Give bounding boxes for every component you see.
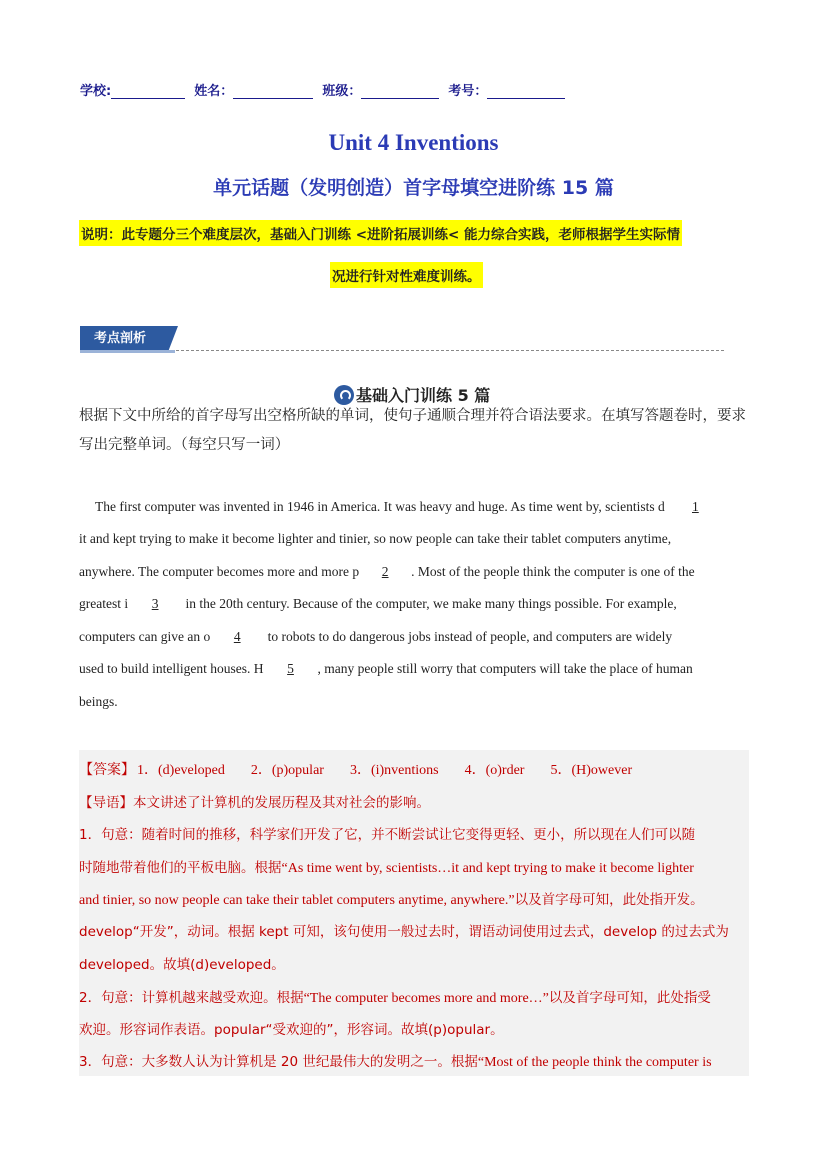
passage-text: anywhere. The computer becomes more and more p [79, 564, 360, 579]
answer-item: 3．(i)nventions [349, 763, 439, 778]
passage-line [79, 596, 751, 612]
explanation-line: 3．句意：大多数人认为计算机是 20 世纪最伟大的发明之一。根据“Most of the people think the computer is [79, 1054, 712, 1070]
answer-item: 1．(d)eveloped [137, 763, 225, 778]
blank-5[interactable]: 5 [287, 661, 294, 676]
passage-line: beings. [79, 694, 118, 709]
answer-list [79, 759, 749, 779]
passage-text: greatest i [79, 596, 129, 611]
name-label: 姓名： [194, 84, 234, 99]
school-label: 学校: [80, 84, 112, 99]
section-tag: 考点剖析 [80, 326, 168, 352]
passage-text: computers can give an o [79, 629, 211, 644]
blank-4[interactable]: 4 [233, 629, 241, 644]
name-blank[interactable] [233, 85, 313, 99]
passage-text: in the 20th century. Because of the computer, we make many things possible. For example, [182, 596, 677, 611]
explanation-line: 时随地带着他们的平板电脑。根据“As time went by, scientists…it and kept trying to make it become lighter [79, 860, 694, 876]
note-line-1: 说明：此专题分三个难度层次，基础入门训练 <进阶拓展训练< 能力综合实践，老师根据学生实际情 [79, 220, 682, 246]
passage-line [79, 661, 751, 677]
class-blank[interactable] [361, 85, 439, 99]
dashed-divider [176, 350, 724, 351]
section-tag-tail [168, 326, 178, 352]
passage-text: used to build intelligent houses. H [79, 661, 264, 676]
school-blank[interactable] [111, 85, 185, 99]
subtitle: 单元话题（发明创造）首字母填空进阶练 15 篇 [213, 177, 614, 199]
answer-item: 2．(p)opular [250, 763, 324, 778]
exam-no-blank[interactable] [487, 85, 565, 99]
answer-item: 5．(H)owever [550, 763, 633, 778]
answer-item: 4．(o)rder [464, 763, 525, 778]
passage-line [79, 499, 767, 515]
explanation-line: developed。故填(d)eveloped。 [79, 957, 285, 973]
passage-text: , many people still worry that computers will take the place of human [317, 661, 693, 676]
section-title-text: 基础入门训练 5 篇 [356, 386, 491, 405]
explanation-line: 欢迎。形容词作表语。popular“受欢迎的”，形容词。故填(p)opular。 [79, 1022, 504, 1038]
section-tag-shadow [80, 350, 175, 353]
passage-line [79, 564, 751, 580]
explanation-line: 2．句意：计算机越来越受欢迎。根据“The computer becomes more and more…”以及首字母可知，此处指受 [79, 990, 711, 1006]
blank-1[interactable]: 1 [692, 499, 699, 514]
exam-no-label: 考号： [448, 84, 488, 99]
answer-label: 【答案】 [79, 762, 135, 778]
passage-text: to robots to do dangerous jobs instead of people, and computers are widely [264, 629, 673, 644]
passage-text: . Most of the people think the computer is one of the [411, 564, 695, 579]
class-label: 班级： [322, 84, 362, 99]
explanation-line: develop“开发”，动词。根据 kept 可知，该句使用一般过去时，谓语动词使用过去式，develop 的过去式为 [79, 924, 729, 940]
student-info-line [80, 80, 565, 99]
blank-3[interactable]: 3 [151, 596, 159, 611]
passage-line: it and kept trying to make it become lighter and tinier, so now people can take their tablet computers anytime, [79, 531, 672, 546]
passage-text: The first computer was invented in 1946 in America. It was heavy and huge. As time went by, scientists d [95, 499, 665, 514]
blank-2[interactable]: 2 [381, 564, 389, 579]
unit-title: Unit 4 Inventions [328, 130, 499, 155]
note-line-2: 况进行针对性难度训练。 [330, 262, 483, 288]
instruction-text: 根据下文中所给的首字母写出空格所缺的单词，使句子通顺合理并符合语法要求。在填写答题卷时，要求写出完整单词。（每空只写一词） [79, 408, 746, 453]
explanation-line: and tinier, so now people can take their tablet computers anytime, anywhere.”以及首字母可知，此处指开发。 [79, 892, 704, 908]
passage-line [79, 629, 751, 645]
guide-text: 【导语】本文讲述了计算机的发展历程及其对社会的影响。 [79, 795, 430, 811]
explanation-line: 1．句意：随着时间的推移，科学家们开发了它，并不断尝试让它变得更轻、更小，所以现在人们可以随 [79, 827, 696, 843]
